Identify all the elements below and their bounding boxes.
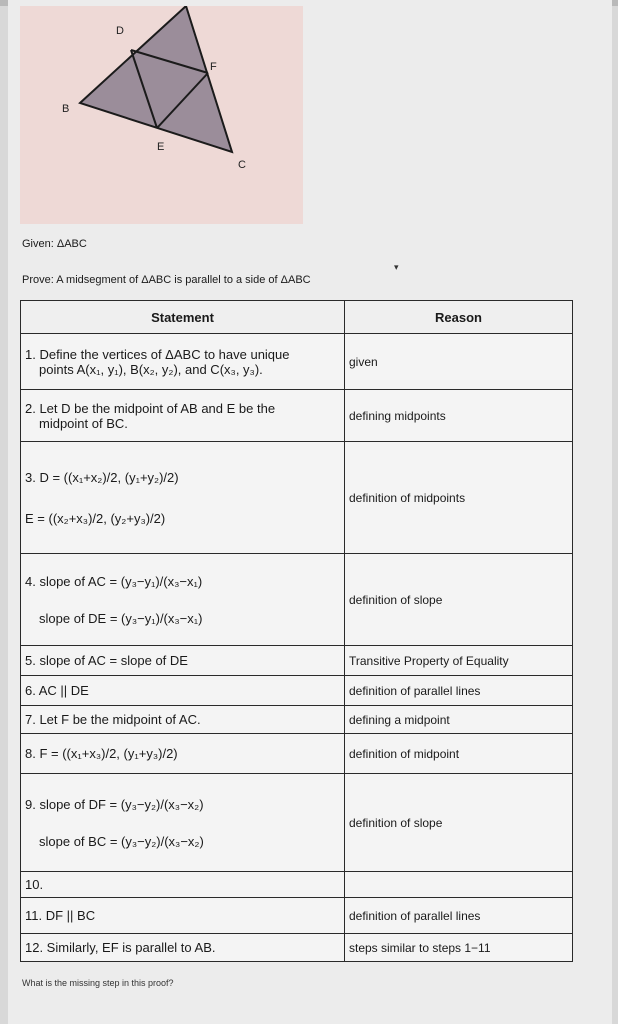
label-e: E xyxy=(157,141,165,153)
reason-cell: definition of slope xyxy=(345,554,573,646)
label-f: F xyxy=(210,61,217,73)
statement-cell: 8. F = ((x₁+x₃)/2, (y₁+y₃)/2) xyxy=(21,734,345,774)
table-header-row xyxy=(21,301,573,334)
reason-cell: steps similar to steps 1−11 xyxy=(345,934,573,962)
reason-cell xyxy=(345,872,573,898)
statement-line: 1. Define the vertices of ΔABC to have unique xyxy=(25,346,290,362)
statement-cell xyxy=(21,774,345,872)
statement-cell: 12. Similarly, EF is parallel to AB. xyxy=(21,934,345,962)
table-row xyxy=(21,442,573,554)
table-row xyxy=(21,676,573,706)
statement-line: points A(x₁, y₁), B(x₂, y₂), and C(x₃, y₃). xyxy=(39,361,263,377)
statement-line: 9. slope of DF = (y₃−y₂)/(x₃−x₂) xyxy=(25,796,204,812)
table-row xyxy=(21,934,573,962)
reason-cell: defining a midpoint xyxy=(345,706,573,734)
triangle-figure xyxy=(20,6,303,224)
small-mark: ▾ xyxy=(394,262,399,272)
statement-cell xyxy=(21,334,345,390)
prove-statement: Prove: A midsegment of ΔABC is parallel to a side of ΔABC xyxy=(22,274,311,286)
reason-cell: definition of parallel lines xyxy=(345,676,573,706)
statement-line: 3. D = ((x₁+x₂)/2, (y₁+y₂)/2) xyxy=(25,469,179,485)
label-d: D xyxy=(116,25,124,37)
reason-cell: given xyxy=(345,334,573,390)
table-row xyxy=(21,898,573,934)
statement-line: midpoint of BC. xyxy=(39,415,128,431)
statement-cell: 5. slope of AC = slope of DE xyxy=(21,646,345,676)
triangle-diagram xyxy=(20,6,303,224)
statement-line: 2. Let D be the midpoint of AB and E be the xyxy=(25,400,276,416)
statement-line: 4. slope of AC = (y₃−y₁)/(x₃−x₁) xyxy=(25,573,203,589)
table-row xyxy=(21,390,573,442)
table-row xyxy=(21,646,573,676)
given-statement: Given: ΔABC xyxy=(22,238,87,250)
header-reason: Reason xyxy=(345,301,573,334)
reason-cell: definition of midpoint xyxy=(345,734,573,774)
statement-cell xyxy=(21,442,345,554)
statement-cell xyxy=(21,554,345,646)
statement-line: slope of DE = (y₃−y₁)/(x₃−x₁) xyxy=(39,610,203,626)
question-footer: What is the missing step in this proof? xyxy=(22,978,174,988)
table-row xyxy=(21,334,573,390)
triangle-abc xyxy=(80,6,232,152)
proof-table xyxy=(20,300,573,962)
header-statement: Statement xyxy=(21,301,345,334)
label-c: C xyxy=(238,159,246,171)
statement-line: slope of BC = (y₃−y₂)/(x₃−x₂) xyxy=(39,833,204,849)
table-row xyxy=(21,872,573,898)
table-row xyxy=(21,734,573,774)
reason-cell: definition of midpoints xyxy=(345,442,573,554)
label-b: B xyxy=(62,103,70,115)
statement-cell: 10. xyxy=(21,872,345,898)
statement-cell: 6. AC || DE xyxy=(21,676,345,706)
statement-cell xyxy=(21,390,345,442)
statement-line: E = ((x₂+x₃)/2, (y₂+y₃)/2) xyxy=(25,510,166,526)
statement-cell: 7. Let F be the midpoint of AC. xyxy=(21,706,345,734)
table-row xyxy=(21,774,573,872)
reason-cell: Transitive Property of Equality xyxy=(345,646,573,676)
reason-cell: definition of parallel lines xyxy=(345,898,573,934)
reason-cell: defining midpoints xyxy=(345,390,573,442)
statement-cell: 11. DF || BC xyxy=(21,898,345,934)
table-row xyxy=(21,554,573,646)
reason-cell: definition of slope xyxy=(345,774,573,872)
table-row xyxy=(21,706,573,734)
